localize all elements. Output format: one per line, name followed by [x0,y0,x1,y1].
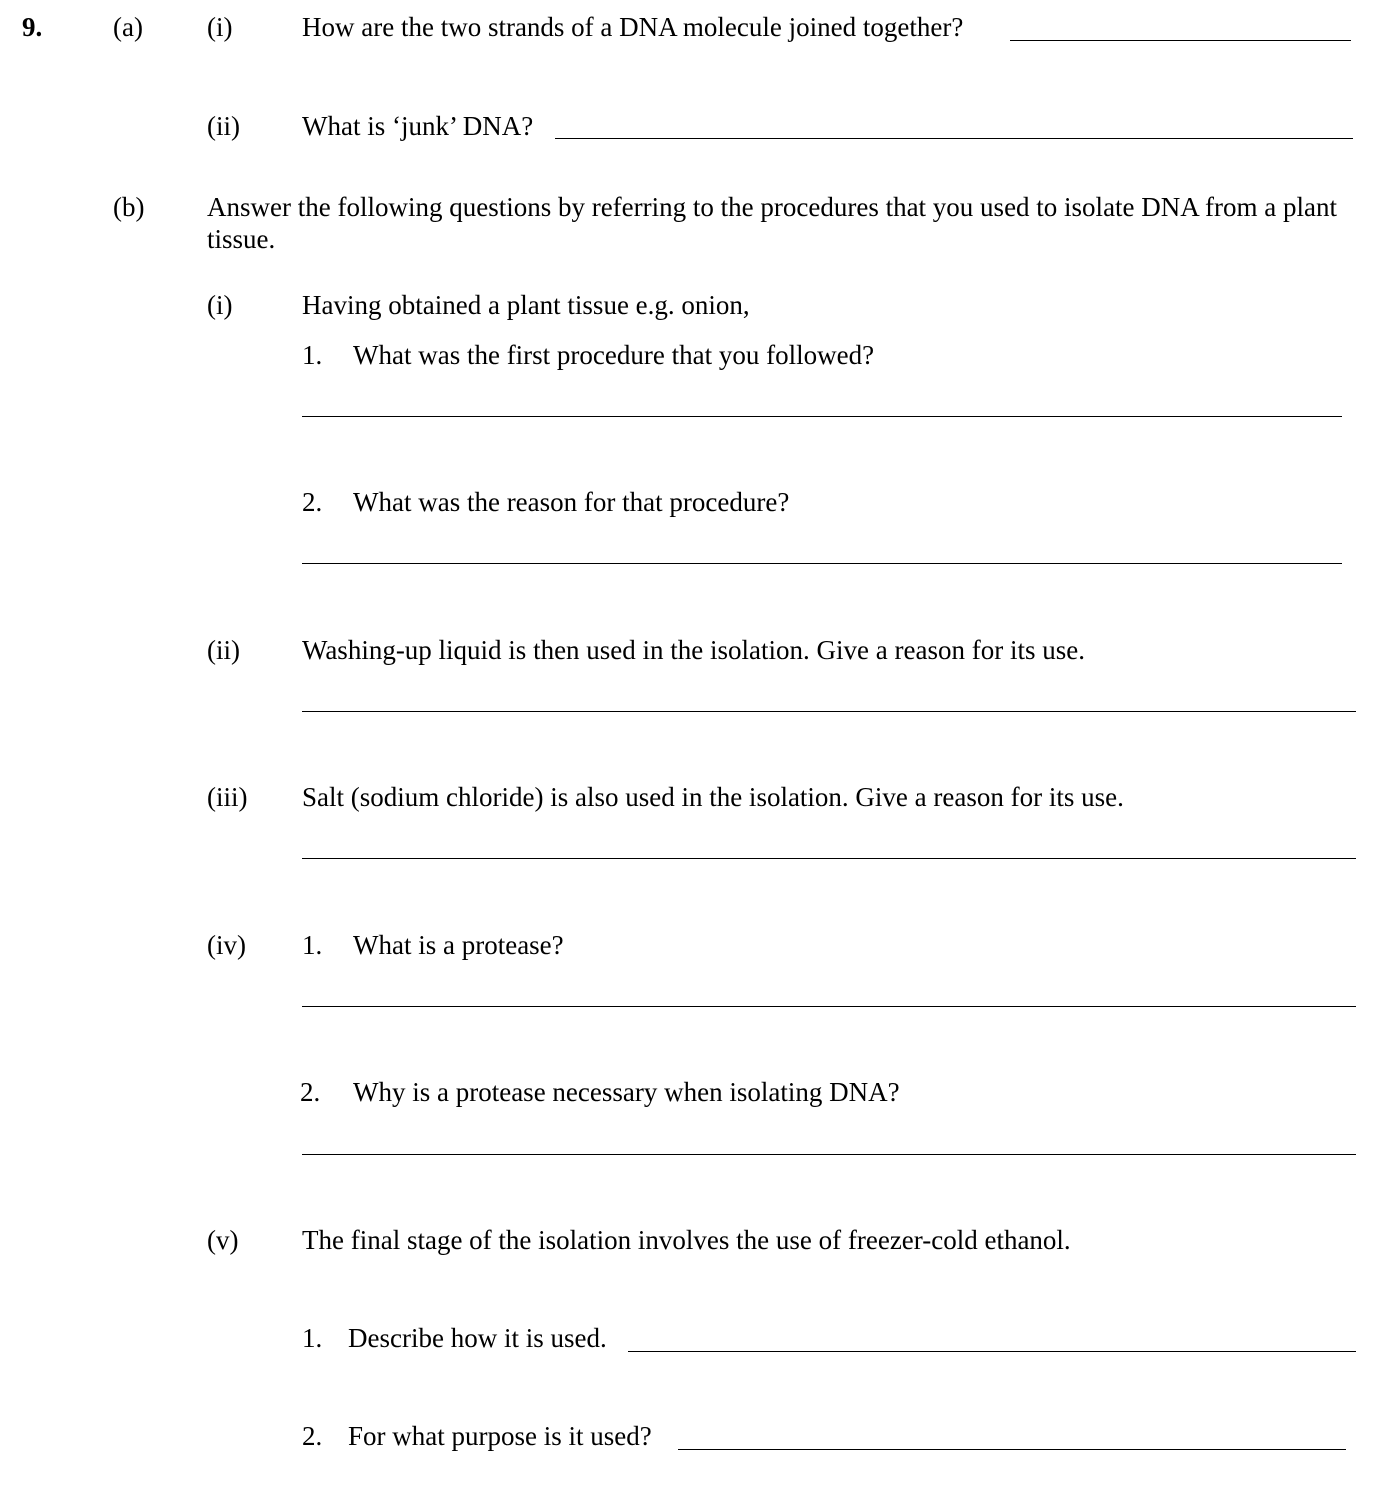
part-b-v-q1-question: Describe how it is used. [348,1323,607,1353]
question-number: 9. [22,12,43,42]
part-b-i-q1-question: What was the first procedure that you followed? [353,340,875,370]
part-b-iv-q1-number: 1. [302,930,323,960]
part-b-intro: Answer the following questions by referring to the procedures that you used to isolate DNA from a plant tissue. [207,192,1337,255]
part-a-label: (a) [113,12,143,42]
part-b-i-text: Having obtained a plant tissue e.g. onion, [302,290,750,320]
part-b-v-q2-number: 2. [302,1421,323,1451]
answer-line-b-v-2[interactable] [678,1449,1346,1450]
part-b-iv-q2-number: 2. [300,1077,321,1107]
answer-line-b-v-1[interactable] [628,1351,1356,1352]
answer-line-b-ii[interactable] [302,711,1356,712]
answer-line-b-i-1[interactable] [302,416,1342,417]
part-b-ii-question: Washing-up liquid is then used in the isolation. Give a reason for its use. [302,635,1085,665]
part-b-i-q2-number: 2. [302,487,323,517]
part-b-i-q2-question: What was the reason for that procedure? [353,487,790,517]
part-b-v-text: The final stage of the isolation involves the use of freezer-cold ethanol. [302,1225,1071,1255]
part-b-v-label: (v) [207,1225,239,1255]
part-b-iii-label: (iii) [207,782,248,812]
answer-line-b-i-2[interactable] [302,563,1342,564]
part-a-ii-label: (ii) [207,111,240,141]
part-a-i-label: (i) [207,12,233,42]
part-b-label: (b) [113,192,145,222]
part-a-i-question: How are the two strands of a DNA molecule joined together? [302,12,964,42]
part-b-iv-q2-question: Why is a protease necessary when isolating DNA? [353,1077,900,1107]
part-a-ii-question: What is ‘junk’ DNA? [302,111,534,141]
part-b-iv-label: (iv) [207,930,246,960]
part-b-iii-question: Salt (sodium chloride) is also used in the isolation. Give a reason for its use. [302,782,1124,812]
part-b-iv-q1-question: What is a protease? [353,930,564,960]
answer-line-a-ii[interactable] [555,138,1353,139]
answer-line-b-iv-1[interactable] [302,1006,1356,1007]
answer-line-a-i[interactable] [1010,40,1351,41]
part-b-v-q2-question: For what purpose is it used? [348,1421,652,1451]
part-b-i-q1-number: 1. [302,340,323,370]
part-b-i-label: (i) [207,290,233,320]
part-b-ii-label: (ii) [207,635,240,665]
answer-line-b-iii[interactable] [302,858,1356,859]
part-b-v-q1-number: 1. [302,1323,323,1353]
answer-line-b-iv-2[interactable] [302,1154,1356,1155]
